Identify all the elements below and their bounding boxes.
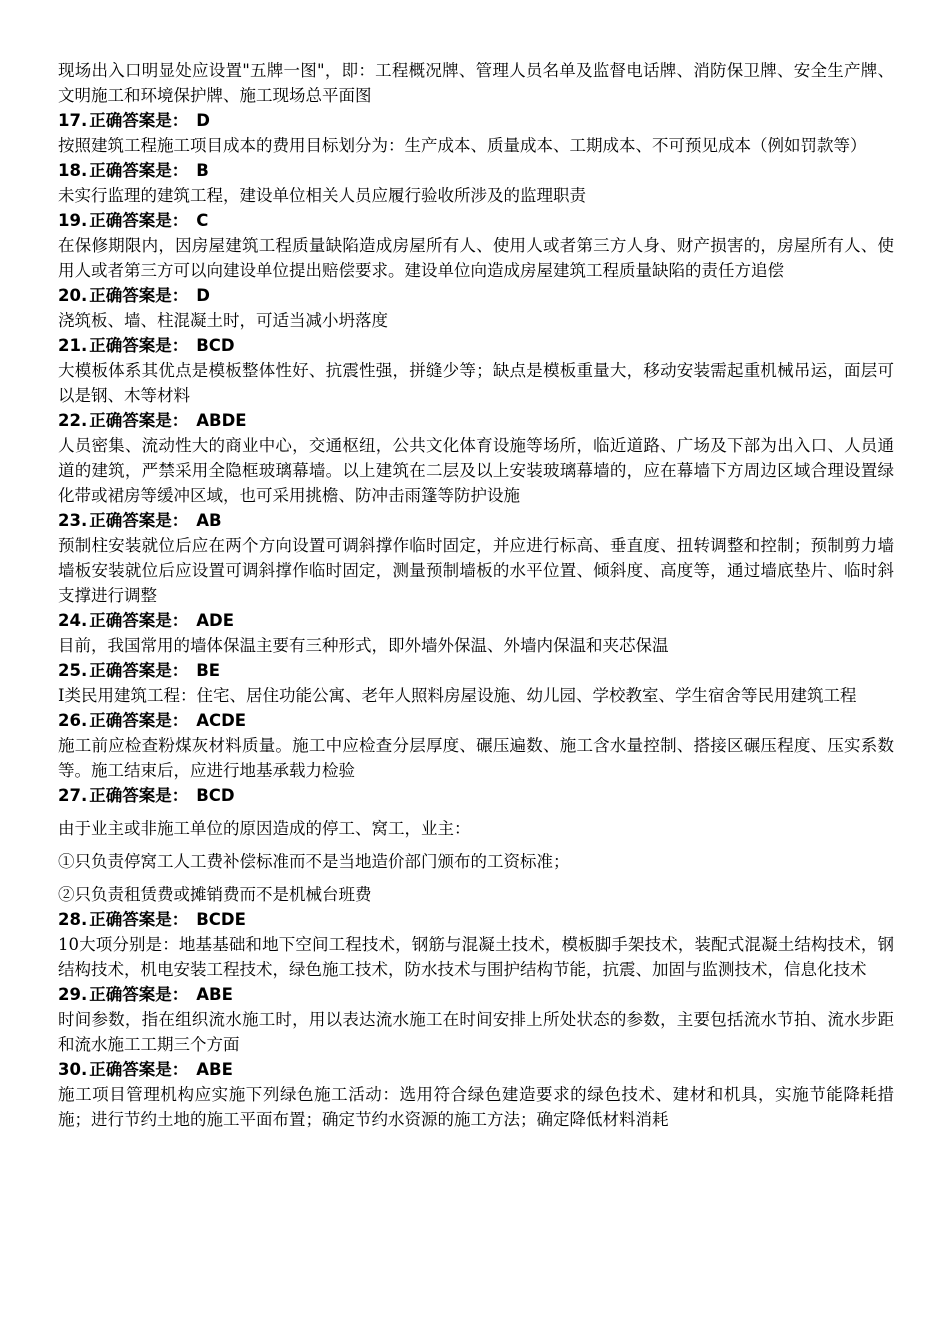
answer-label: 正确答案是： bbox=[89, 786, 189, 805]
explanation-paragraph: 未实行监理的建筑工程，建设单位相关人员应履行验收所涉及的监理职责 bbox=[58, 186, 586, 205]
question-number: 21. bbox=[58, 336, 88, 355]
explanation-paragraph: 浇筑板、墙、柱混凝土时，可适当减小坍落度 bbox=[58, 311, 388, 330]
answer-code: ADE bbox=[196, 611, 234, 630]
answer-heading bbox=[58, 283, 894, 308]
explanation-paragraph: 大模板体系其优点是模板整体性好、抗震性强，拼缝少等；缺点是模板重量大，移动安装需起重机械吊运，面层可以是钢、木等材料 bbox=[58, 361, 894, 405]
explanation-paragraph: 时间参数，指在组织流水施工时，用以表达流水施工在时间安排上所处状态的参数，主要包括流水节拍、流水步距和流水施工工期三个方面 bbox=[58, 1010, 894, 1054]
answer-label: 正确答案是： bbox=[89, 211, 189, 230]
answer-label: 正确答案是： bbox=[89, 161, 189, 180]
answer-label: 正确答案是： bbox=[89, 411, 189, 430]
explanation-paragraph: 10大项分别是：地基基础和地下空间工程技术，钢筋与混凝土技术，模板脚手架技术，装配式混凝土结构技术，钢结构技术，机电安装工程技术，绿色施工技术，防水技术与围护结构节能，抗震、加固与监测技术，信息化技术 bbox=[58, 935, 894, 979]
answer-code: C bbox=[196, 211, 209, 230]
answer-code: D bbox=[196, 286, 210, 305]
explanation-paragraph: 在保修期限内，因房屋建筑工程质量缺陷造成房屋所有人、使用人或者第三方人身、财产损害的，房屋所有人、使用人或者第三方可以向建设单位提出赔偿要求。建设单位向造成房屋建筑工程质量缺陷的责任方追偿 bbox=[58, 236, 894, 280]
answer-code: ABDE bbox=[196, 411, 247, 430]
answer-code: ABE bbox=[196, 1060, 233, 1079]
answer-heading bbox=[58, 708, 894, 733]
document-page bbox=[58, 58, 894, 1132]
answer-heading bbox=[58, 508, 894, 533]
answer-code: ABE bbox=[196, 985, 233, 1004]
explanation-paragraph: ①只负责停窝工人工费补偿标准而不是当地造价部门颁布的工资标准； bbox=[58, 852, 570, 871]
answer-heading bbox=[58, 208, 894, 233]
answer-heading bbox=[58, 333, 894, 358]
answer-label: 正确答案是： bbox=[89, 511, 189, 530]
answer-label: 正确答案是： bbox=[89, 111, 189, 130]
question-number: 19. bbox=[58, 211, 88, 230]
explanation-paragraph: 预制柱安装就位后应在两个方向设置可调斜撑作临时固定，并应进行标高、垂直度、扭转调整和控制；预制剪力墙墙板安装就位后应设置可调斜撑作临时固定，测量预制墙板的水平位置、倾斜度、高度等，通过墙底垫片、临时斜支撑进行调整 bbox=[58, 536, 894, 605]
question-number: 29. bbox=[58, 985, 88, 1004]
question-number: 28. bbox=[58, 910, 88, 929]
answer-heading bbox=[58, 158, 894, 183]
answer-code: BCD bbox=[196, 786, 235, 805]
explanation-paragraph: 人员密集、流动性大的商业中心，交通枢纽，公共文化体育设施等场所，临近道路、广场及下部为出入口、人员通道的建筑，严禁采用全隐框玻璃幕墙。以上建筑在二层及以上安装玻璃幕墙的，应在幕墙下方周边区域合理设置绿化带或裙房等缓冲区域，也可采用挑檐、防冲击雨篷等防护设施 bbox=[58, 436, 894, 505]
answer-heading bbox=[58, 408, 894, 433]
question-number: 24. bbox=[58, 611, 88, 630]
question-number: 26. bbox=[58, 711, 88, 730]
answer-heading bbox=[58, 982, 894, 1007]
question-number: 22. bbox=[58, 411, 88, 430]
answer-code: BE bbox=[196, 661, 221, 680]
explanation-paragraph: I类民用建筑工程：住宅、居住功能公寓、老年人照料房屋设施、幼儿园、学校教室、学生宿舍等民用建筑工程 bbox=[58, 686, 857, 705]
answer-code: BCD bbox=[196, 336, 235, 355]
answer-label: 正确答案是： bbox=[89, 286, 189, 305]
question-number: 18. bbox=[58, 161, 88, 180]
explanation-paragraph: 按照建筑工程施工项目成本的费用目标划分为：生产成本、质量成本、工期成本、不可预见成本（例如罚款等） bbox=[58, 136, 867, 155]
explanation-paragraph: 现场出入口明显处应设置"五牌一图"，即：工程概况牌、管理人员名单及监督电话牌、消防保卫牌、安全生产牌、文明施工和环境保护牌、施工现场总平面图 bbox=[58, 61, 894, 105]
answer-heading bbox=[58, 1057, 894, 1082]
explanation-paragraph: 施工前应检查粉煤灰材料质量。施工中应检查分层厚度、碾压遍数、施工含水量控制、搭接区碾压程度、压实系数等。施工结束后，应进行地基承载力检验 bbox=[58, 736, 894, 780]
answer-label: 正确答案是： bbox=[89, 661, 189, 680]
answer-code: ACDE bbox=[196, 711, 247, 730]
explanation-paragraph: 目前，我国常用的墙体保温主要有三种形式，即外墙外保温、外墙内保温和夹芯保温 bbox=[58, 636, 669, 655]
answer-label: 正确答案是： bbox=[89, 1060, 189, 1079]
question-number: 20. bbox=[58, 286, 88, 305]
answer-label: 正确答案是： bbox=[89, 985, 189, 1004]
question-number: 23. bbox=[58, 511, 88, 530]
answer-heading bbox=[58, 608, 894, 633]
answer-label: 正确答案是： bbox=[89, 611, 189, 630]
answer-code: B bbox=[196, 161, 209, 180]
answer-heading bbox=[58, 907, 894, 932]
answer-label: 正确答案是： bbox=[89, 336, 189, 355]
answer-heading bbox=[58, 783, 894, 808]
explanation-paragraph: 施工项目管理机构应实施下列绿色施工活动：选用符合绿色建造要求的绿色技术、建材和机具，实施节能降耗措施；进行节约土地的施工平面布置；确定节约水资源的施工方法；确定降低材料消耗 bbox=[58, 1085, 894, 1129]
question-number: 25. bbox=[58, 661, 88, 680]
answer-heading bbox=[58, 108, 894, 133]
explanation-paragraph: 由于业主或非施工单位的原因造成的停工、窝工，业主： bbox=[58, 819, 471, 838]
question-number: 30. bbox=[58, 1060, 88, 1079]
answer-code: AB bbox=[196, 511, 222, 530]
answer-heading bbox=[58, 658, 894, 683]
answer-label: 正确答案是： bbox=[89, 910, 189, 929]
answer-code: D bbox=[196, 111, 210, 130]
question-number: 27. bbox=[58, 786, 88, 805]
explanation-paragraph: ②只负责租赁费或摊销费而不是机械台班费 bbox=[58, 885, 372, 904]
answer-label: 正确答案是： bbox=[89, 711, 189, 730]
answer-code: BCDE bbox=[196, 910, 246, 929]
question-number: 17. bbox=[58, 111, 88, 130]
